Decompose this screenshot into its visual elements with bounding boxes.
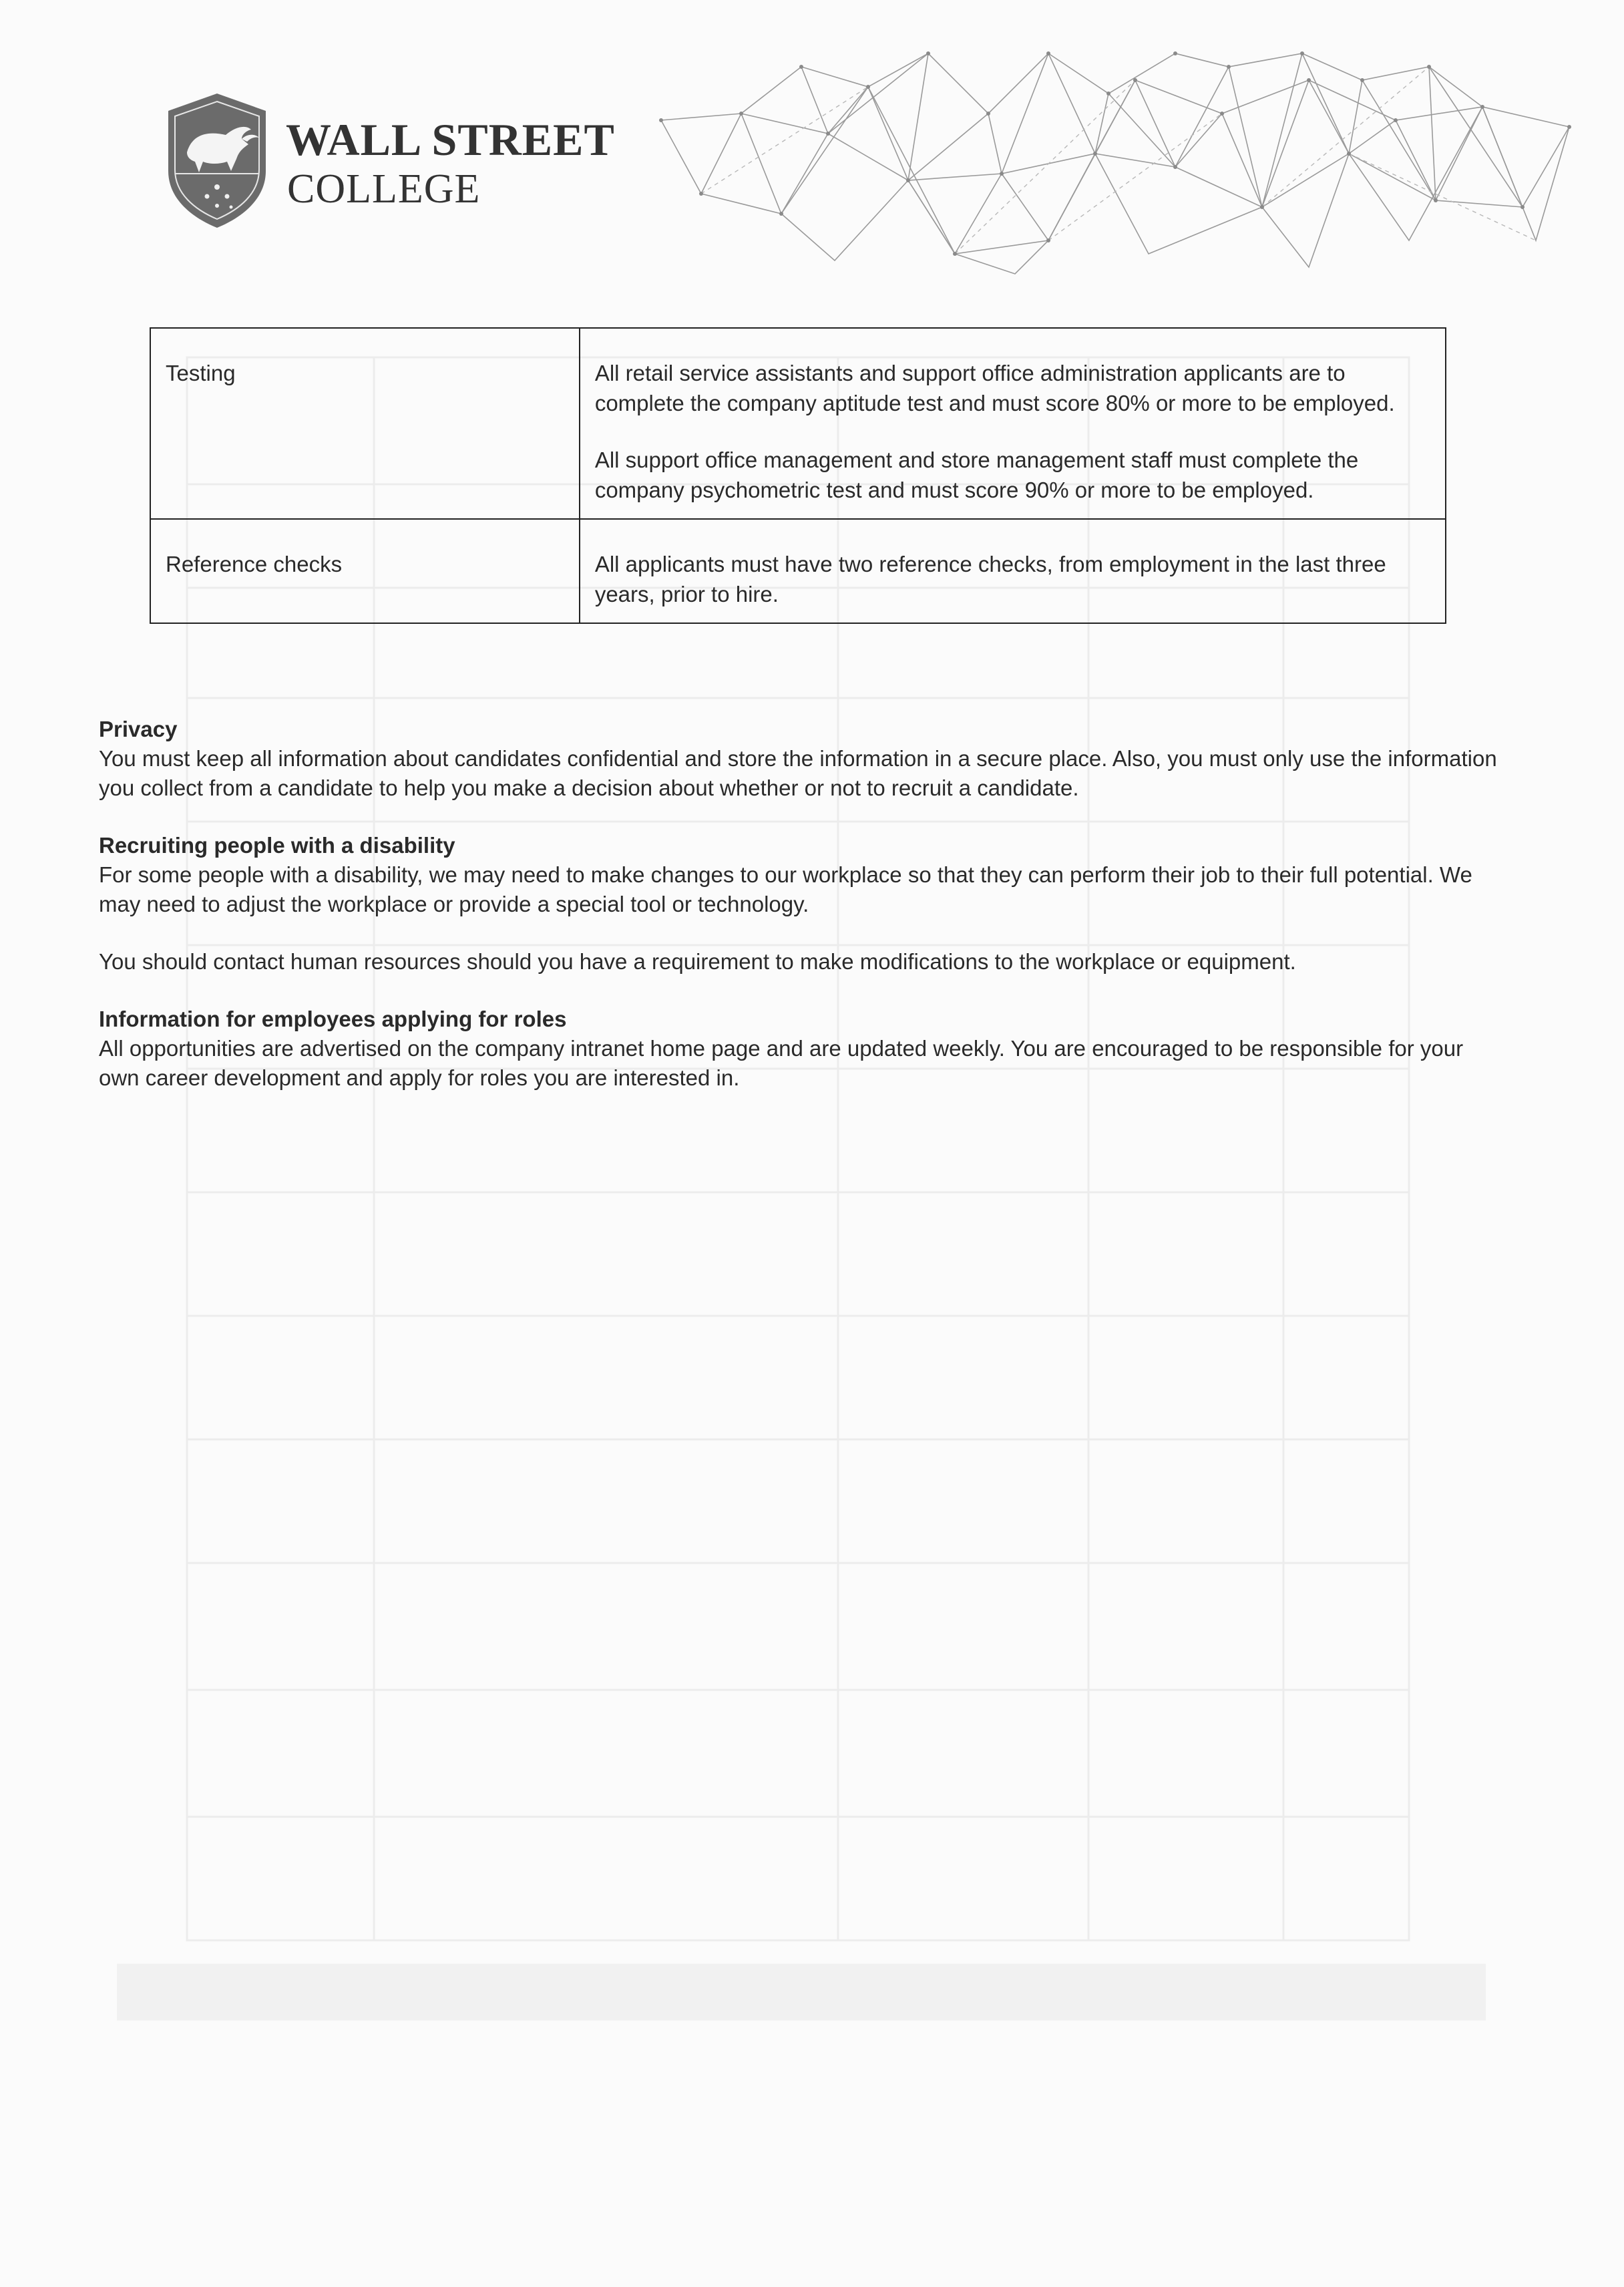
policy-body	[99, 715, 1508, 1121]
paragraph: All retail service assistants and support office administration applicants are to complete the company aptitude test and must score 80% or more to be employed.	[594, 361, 1395, 415]
brand-name: WALL STREET	[286, 114, 615, 165]
table-row	[150, 328, 1446, 519]
section-heading: Recruiting people with a disability	[99, 833, 455, 858]
network-pattern-decoration	[641, 40, 1589, 281]
paragraph: For some people with a disability, we may need to make changes to our workplace so that they can perform their job to their full potential. We may need to adjust the workplace or provide a special tool or technology.	[99, 862, 1472, 916]
recruitment-policy-table	[150, 327, 1446, 624]
section-heading: Privacy	[99, 717, 178, 741]
paragraph: All support office management and store management staff must complete the company psychometric test and must score 90% or more to be employed.	[594, 448, 1359, 502]
row-description	[580, 519, 1446, 623]
page-header	[167, 92, 648, 232]
employees-section	[99, 1005, 1508, 1093]
row-label: Reference checks	[150, 519, 580, 623]
row-label: Testing	[150, 328, 580, 519]
row-description	[580, 328, 1446, 519]
bull-shield-icon	[167, 92, 267, 229]
paragraph: You should contact human resources should you have a requirement to make modifications to the workplace or equipment.	[99, 949, 1296, 974]
privacy-section	[99, 715, 1508, 803]
brand-subtitle: COLLEGE	[287, 166, 481, 212]
paragraph: You must keep all information about candidates confidential and store the information in a secure place. Also, you must only use the information you collect from a candidate to help you make a decision about whether or not to recruit a candidate.	[99, 746, 1497, 800]
disability-section	[99, 831, 1508, 977]
table-row	[150, 519, 1446, 623]
paragraph: All applicants must have two reference checks, from employment in the last three years, prior to hire.	[594, 552, 1386, 606]
paragraph: All opportunities are advertised on the company intranet home page and are updated weekly. You are encouraged to be responsible for your own career development and apply for roles you are interested in.	[99, 1036, 1464, 1090]
section-heading: Information for employees applying for roles	[99, 1007, 567, 1031]
